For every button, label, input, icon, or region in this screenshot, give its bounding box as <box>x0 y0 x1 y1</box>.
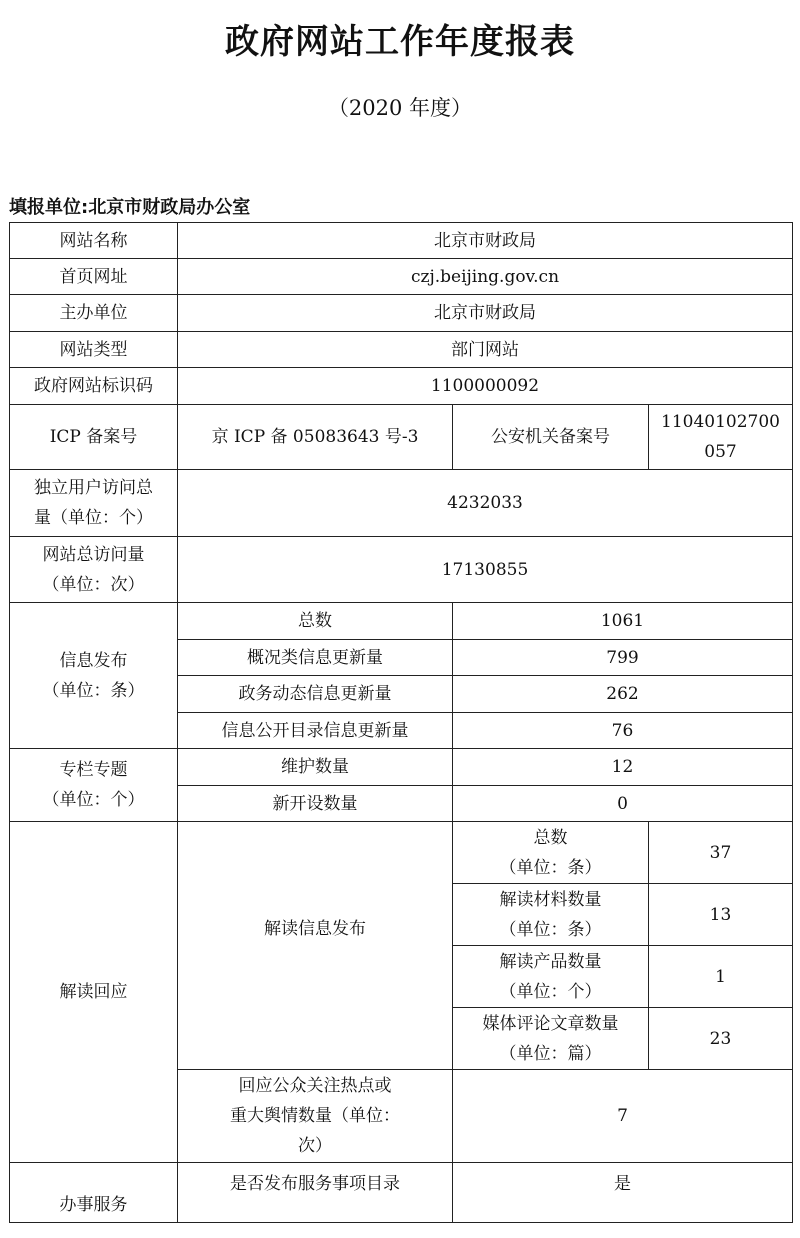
row-label: 政府网站标识码 <box>10 368 178 405</box>
row-label: 网站类型 <box>10 332 178 368</box>
row-label: 独立用户访问总 量（单位：个） <box>10 470 178 537</box>
interpretation-label: 解读回应 <box>10 822 178 1163</box>
home-url-value: czj.beijing.gov.cn <box>178 259 793 295</box>
row-label: 首页网址 <box>10 259 178 295</box>
page-title: 政府网站工作年度报表 <box>225 22 575 62</box>
icp-value: 京 ICP 备 05083643 号-3 <box>178 405 453 470</box>
police-record-value: 11040102700 057 <box>649 405 793 470</box>
sub-value: 37 <box>649 822 793 884</box>
table-row <box>10 295 793 332</box>
filing-unit: 填报单位:北京市财政局办公室 <box>9 197 251 218</box>
table-row <box>10 822 793 884</box>
table-row <box>10 470 793 537</box>
sponsor-value: 北京市财政局 <box>178 295 793 332</box>
report-year: （2020 年度） <box>327 96 473 120</box>
row-label: 网站总访问量 （单位：次） <box>10 537 178 603</box>
sub-value: 12 <box>453 749 793 786</box>
table-row <box>10 603 793 640</box>
table-row <box>10 537 793 603</box>
police-record-label: 公安机关备案号 <box>453 405 649 470</box>
sub-label: 信息公开目录信息更新量 <box>178 713 453 749</box>
total-visits-value: 17130855 <box>178 537 793 603</box>
sub-value: 76 <box>453 713 793 749</box>
sub-value: 262 <box>453 676 793 713</box>
services-value: 是 <box>453 1163 793 1223</box>
hotspot-label: 回应公众关注热点或 重大舆情数量（单位： 次） <box>178 1070 453 1163</box>
row-label: ICP 备案号 <box>10 405 178 470</box>
site-type-value: 部门网站 <box>178 332 793 368</box>
sub-label: 解读材料数量 （单位：条） <box>453 884 649 946</box>
sub-label: 媒体评论文章数量 （单位：篇） <box>453 1008 649 1070</box>
table-row <box>10 749 793 786</box>
sub-value: 1061 <box>453 603 793 640</box>
unique-visitors-value: 4232033 <box>178 470 793 537</box>
sub-value: 0 <box>453 786 793 822</box>
sub-label: 维护数量 <box>178 749 453 786</box>
report-table <box>9 222 793 1223</box>
table-row <box>10 223 793 259</box>
sub-label: 概况类信息更新量 <box>178 640 453 676</box>
table-row <box>10 368 793 405</box>
table-row <box>10 405 793 470</box>
sub-label: 总数 <box>178 603 453 640</box>
sub-value: 1 <box>649 946 793 1008</box>
info-publish-label: 信息发布 （单位：条） <box>10 603 178 749</box>
services-sub-label: 是否发布服务事项目录 <box>178 1163 453 1223</box>
table-row <box>10 332 793 368</box>
columns-label: 专栏专题 （单位：个） <box>10 749 178 822</box>
sub-value: 23 <box>649 1008 793 1070</box>
sub-label: 新开设数量 <box>178 786 453 822</box>
row-label: 网站名称 <box>10 223 178 259</box>
interpretation-sub-label: 解读信息发布 <box>178 822 453 1070</box>
services-label: 办事服务 <box>10 1163 178 1223</box>
site-id-value: 1100000092 <box>178 368 793 405</box>
sub-value: 13 <box>649 884 793 946</box>
sub-label: 解读产品数量 （单位：个） <box>453 946 649 1008</box>
sub-label: 总数 （单位：条） <box>453 822 649 884</box>
sub-label: 政务动态信息更新量 <box>178 676 453 713</box>
row-label: 主办单位 <box>10 295 178 332</box>
site-name-value: 北京市财政局 <box>178 223 793 259</box>
hotspot-value: 7 <box>453 1070 793 1163</box>
table-row <box>10 1163 793 1223</box>
table-row <box>10 259 793 295</box>
sub-value: 799 <box>453 640 793 676</box>
